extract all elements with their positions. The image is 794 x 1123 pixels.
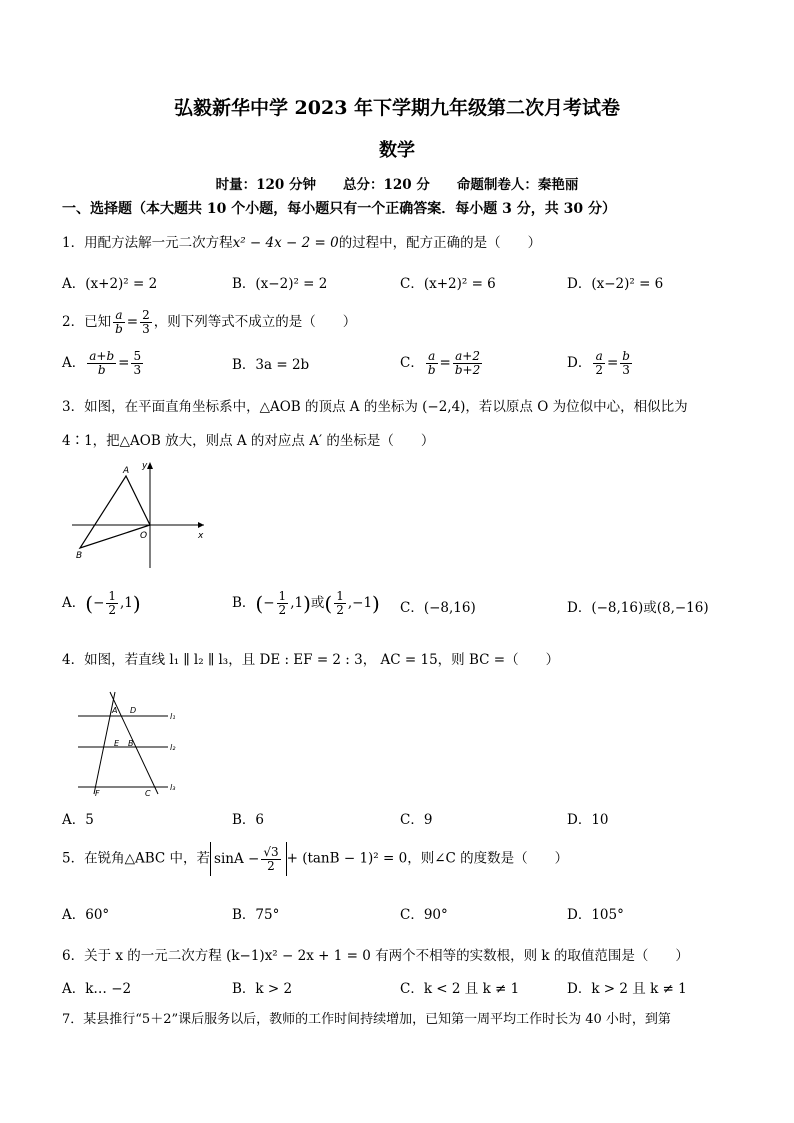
question-1: 1．用配方法解一元二次方程x² − 4x − 2 = 0的过程中，配方正确的是（ ）: [62, 235, 542, 251]
q4-option-b: B．6: [232, 812, 265, 828]
label-d: D: [130, 706, 137, 715]
q5-option-a: A．60°: [62, 907, 110, 923]
exam-title: 弘毅新华中学 2023 年下学期九年级第二次月考试卷: [173, 97, 621, 119]
label-l1: l₁: [170, 712, 176, 721]
exam-meta: 时量：120 分钟 总分：120 分 命题制卷人：秦艳丽: [215, 177, 579, 193]
q2-option-b: B．3a = 2b: [232, 357, 310, 373]
label-b: B: [76, 551, 83, 561]
q3-option-c: C．(−8,16): [400, 600, 476, 616]
label-b: B: [128, 739, 134, 748]
q4-figure: [70, 686, 190, 798]
q6-option-b: B．k > 2: [232, 981, 293, 997]
q5-option-d: D．105°: [567, 907, 624, 923]
label-l3: l₃: [170, 783, 176, 792]
q3-option-a: A．(− $\frac{1}{2}$ ,1): [62, 589, 141, 617]
question-3-line-1: 3．如图，在平面直角坐标系中，△AOB 的顶点 A 的坐标为 (−2,4)，若以原点 O 为位似中心，相似比为: [62, 399, 688, 415]
q1-option-c: C．(x+2)² = 6: [400, 276, 496, 292]
q3-figure: [70, 458, 210, 570]
q6-option-c: C．k < 2 且 k ≠ 1: [400, 981, 520, 997]
question-2: 2．已知 $\frac{a}{b}$ = $\frac{2}{3}$ ，则下列等式不成立的是（ ）: [62, 308, 357, 336]
label-y: y: [142, 461, 148, 471]
question-7: 7．某县推行“5＋2”课后服务以后，教师的工作时间持续增加，已知第一周平均工作时长为 40 小时，到第: [62, 1012, 671, 1027]
q2-option-c: C． $\frac{a}{b}$ = $\frac{a+2}{b+2}$: [400, 349, 481, 377]
q4-option-c: C．9: [400, 812, 433, 828]
label-e: E: [114, 739, 120, 748]
q2-option-a: A． $\frac{a+b}{b}$ = $\frac{5}{3}$: [62, 349, 142, 377]
x-axis-arrow: [198, 522, 204, 528]
q3-option-b: B．(− $\frac{1}{2}$ ,1)或( $\frac{1}{2}$ ,−1): [232, 589, 380, 617]
q1-option-d: D．(x−2)² = 6: [567, 276, 664, 292]
q6-option-d: D．k > 2 且 k ≠ 1: [567, 981, 687, 997]
label-o: O: [140, 531, 148, 541]
q1-option-a: A．(x+2)² = 2: [62, 276, 158, 292]
q3-option-d: D．(−8,16)或(8,−16): [567, 600, 709, 616]
question-4: 4．如图，若直线 l₁ ∥ l₂ ∥ l₃，且 DE : EF = 2 : 3， AC = 15，则 BC =（ ）: [62, 652, 560, 668]
question-6: 6．关于 x 的一元二次方程 (k−1)x² − 2x + 1 = 0 有两个不相等的实数根，则 k 的取值范围是（ ）: [62, 948, 689, 964]
q5-option-b: B．75°: [232, 907, 280, 923]
label-a: A: [123, 466, 130, 476]
q5-option-c: C．90°: [400, 907, 448, 923]
absolute-value: sinA − $\frac{√3}{2}$: [210, 842, 287, 876]
q6-option-a: A．k… −2: [62, 981, 132, 997]
section-heading: 一、选择题（本大题共 10 个小题，每小题只有一个正确答案．每小题 3 分，共 30 分）: [62, 201, 616, 217]
q4-option-d: D．10: [567, 812, 609, 828]
q2-option-d: D． $\frac{a}{2}$ = $\frac{b}{3}$: [567, 349, 630, 377]
label-l2: l₂: [170, 743, 176, 752]
label-x: x: [198, 531, 204, 541]
label-c: C: [145, 789, 151, 798]
q4-option-a: A．5: [62, 812, 94, 828]
y-axis-arrow: [147, 462, 153, 469]
q1-option-b: B．(x−2)² = 2: [232, 276, 328, 292]
question-5: 5．在锐角△ABC 中，若 sinA − $\frac{√3}{2}$ + (tanB − 1)² = 0，则∠C 的度数是（ ）: [62, 842, 568, 876]
question-3-line-2: 4∶1，把△AOB 放大，则点 A 的对应点 A′ 的坐标是（ ）: [62, 433, 435, 449]
subject-title: 数学: [379, 140, 415, 161]
label-f: F: [95, 789, 100, 798]
label-a: A: [112, 706, 118, 715]
